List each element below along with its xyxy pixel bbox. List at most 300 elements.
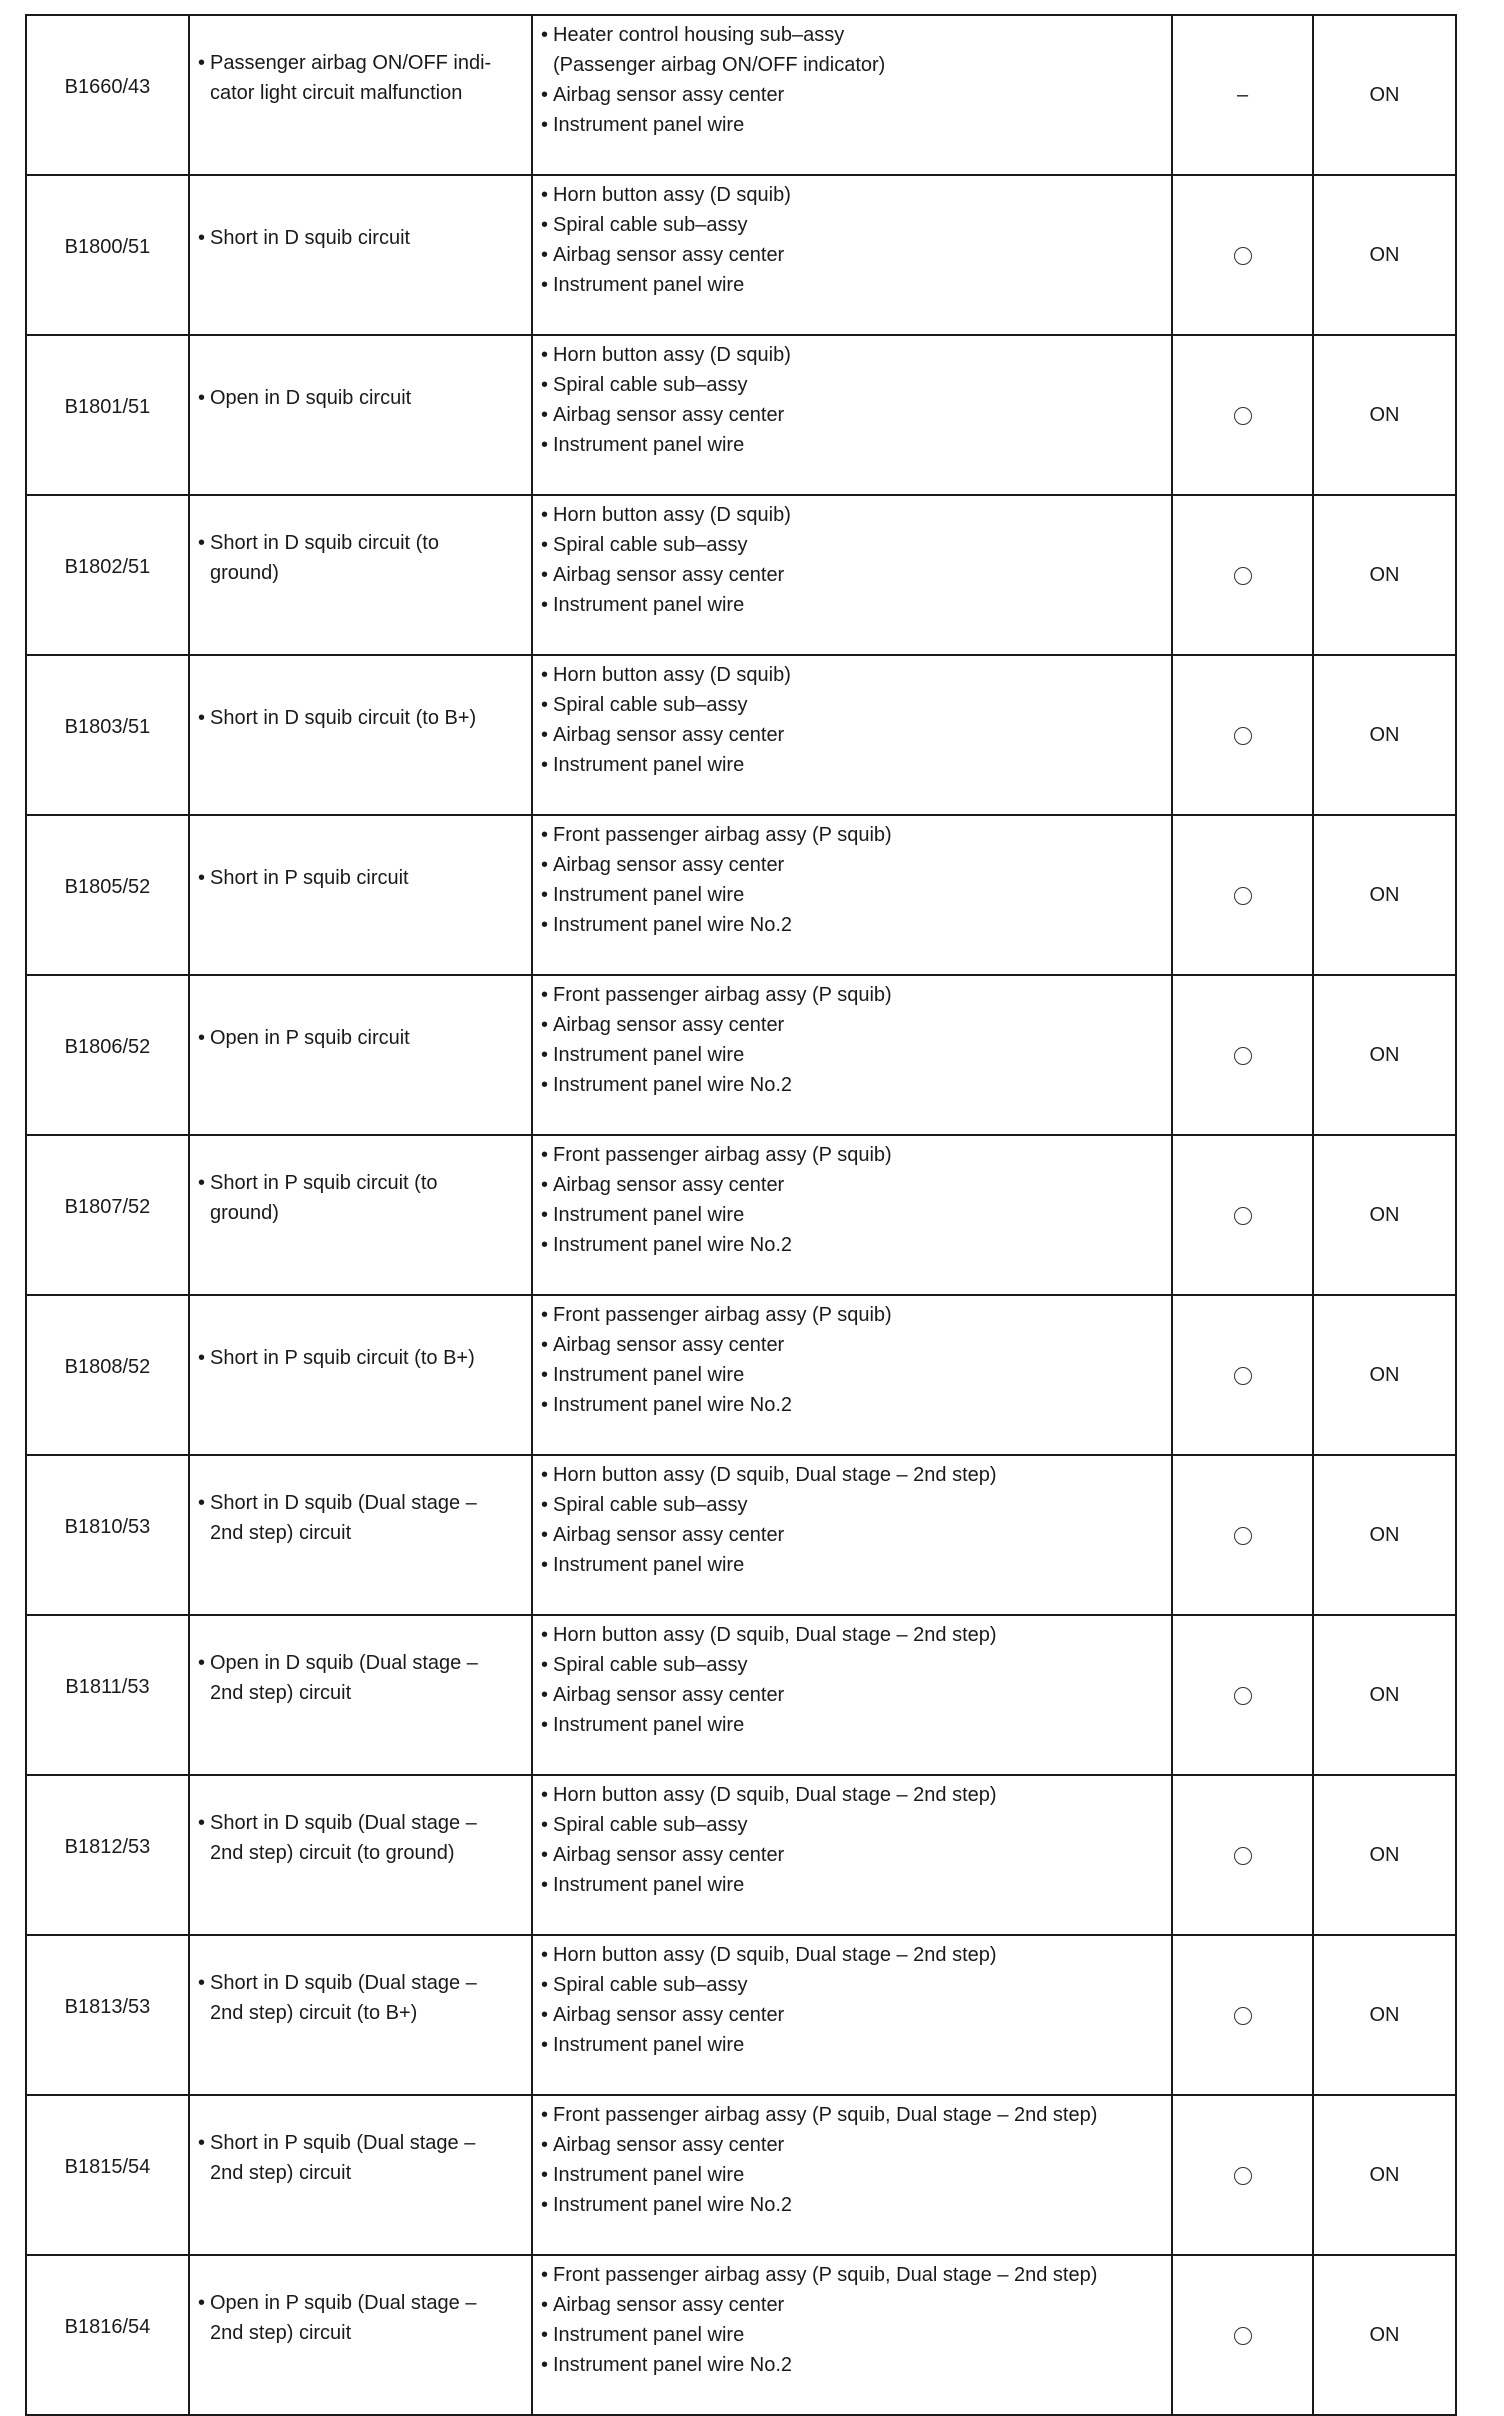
detection-item: [198, 2128, 475, 2188]
memory-cell: [1172, 655, 1313, 815]
bullet-icon: •: [541, 2134, 549, 2156]
dtc-table: [25, 14, 1457, 2416]
trouble-area-text: Spiral cable sub–assy: [553, 1974, 748, 1996]
memory-cell: [1172, 1295, 1313, 1455]
detection-text: Short in D squib circuit (to: [210, 532, 439, 554]
trouble-area-text: Front passenger airbag assy (P squib): [553, 1304, 892, 1326]
bullet-icon: •: [541, 1524, 549, 1546]
trouble-area-item: [541, 1810, 1165, 1840]
trouble-area-text: Airbag sensor assy center: [553, 1334, 785, 1356]
detection-text: ground): [210, 562, 279, 584]
detection-item-cell: [189, 1295, 532, 1455]
bullet-icon: •: [541, 244, 549, 266]
trouble-area-item: [541, 1780, 1165, 1810]
trouble-area-item: [541, 1940, 1165, 1970]
trouble-area-item: [541, 210, 1165, 240]
trouble-area-item: [541, 1010, 1165, 1040]
trouble-area-text: Horn button assy (D squib, Dual stage – 2nd step): [553, 1784, 997, 1806]
detection-text: 2nd step) circuit: [210, 2162, 352, 2184]
detection-text: 2nd step) circuit (to B+): [210, 2002, 418, 2024]
bullet-icon: •: [541, 2104, 549, 2126]
table-row: [26, 2255, 1456, 2415]
trouble-area-item: [541, 850, 1165, 880]
trouble-area-text: Horn button assy (D squib): [553, 184, 791, 206]
trouble-area-text: Airbag sensor assy center: [553, 404, 785, 426]
warning-light-cell: [1313, 655, 1456, 815]
trouble-area-text: Instrument panel wire No.2: [553, 1234, 793, 1256]
warning-light-cell: [1313, 1455, 1456, 1615]
trouble-area-item: [541, 1300, 1165, 1330]
trouble-area-item: [541, 1330, 1165, 1360]
detection-item-cell: [189, 15, 532, 175]
trouble-area-text: Horn button assy (D squib): [553, 504, 791, 526]
dtc-code-cell: [26, 1615, 189, 1775]
detection-item-cell: [189, 975, 532, 1135]
bullet-icon: •: [541, 504, 549, 526]
warning-light-cell: [1313, 15, 1456, 175]
circle-icon: [1234, 567, 1252, 585]
bullet-icon: •: [541, 884, 549, 906]
circle-icon: [1234, 727, 1252, 745]
trouble-area-text: Instrument panel wire: [553, 594, 745, 616]
bullet-icon: •: [541, 1814, 549, 1836]
warning-light-status: ON: [1369, 1844, 1400, 1866]
trouble-area-text: Airbag sensor assy center: [553, 1174, 785, 1196]
warning-light-cell: [1313, 1295, 1456, 1455]
table-row: [26, 1615, 1456, 1775]
trouble-area-cell: [532, 175, 1172, 335]
bullet-icon: •: [198, 1972, 206, 1994]
detection-text: 2nd step) circuit (to ground): [210, 1842, 455, 1864]
trouble-area-cell: [532, 815, 1172, 975]
trouble-area-item: [541, 1870, 1165, 1900]
trouble-area-item: [541, 2260, 1165, 2290]
bullet-icon: •: [198, 387, 206, 409]
trouble-area-text: Spiral cable sub–assy: [553, 694, 748, 716]
trouble-area-item: [541, 2190, 1165, 2220]
trouble-area-cell: [532, 15, 1172, 175]
circle-icon: [1234, 407, 1252, 425]
bullet-icon: •: [198, 1652, 206, 1674]
trouble-area-text: (Passenger airbag ON/OFF indicator): [553, 54, 886, 76]
bullet-icon: •: [541, 184, 549, 206]
bullet-icon: •: [541, 694, 549, 716]
bullet-icon: •: [198, 707, 206, 729]
bullet-icon: •: [541, 2004, 549, 2026]
detection-item: [198, 383, 411, 413]
bullet-icon: •: [198, 2132, 206, 2154]
trouble-area-cell: [532, 1935, 1172, 2095]
bullet-icon: •: [541, 824, 549, 846]
bullet-icon: •: [541, 2354, 549, 2376]
dtc-code-cell: [26, 15, 189, 175]
bullet-icon: •: [541, 914, 549, 936]
bullet-icon: •: [541, 1334, 549, 1356]
warning-light-status: ON: [1369, 724, 1400, 746]
dtc-code: B1801/51: [64, 396, 151, 418]
table-row: [26, 975, 1456, 1135]
trouble-area-item: [541, 180, 1165, 210]
dtc-code-cell: [26, 495, 189, 655]
detection-item: [198, 528, 439, 588]
trouble-area-text: Instrument panel wire: [553, 2164, 745, 2186]
trouble-area-item: [541, 1620, 1165, 1650]
warning-light-status: ON: [1369, 84, 1400, 106]
trouble-area-text: Airbag sensor assy center: [553, 724, 785, 746]
detection-text: Short in P squib circuit (to: [210, 1172, 438, 1194]
bullet-icon: •: [198, 1492, 206, 1514]
detection-item-cell: [189, 815, 532, 975]
bullet-icon: •: [541, 1394, 549, 1416]
trouble-area-text: Airbag sensor assy center: [553, 244, 785, 266]
trouble-area-item: [541, 1710, 1165, 1740]
bullet-icon: •: [541, 1044, 549, 1066]
trouble-area-text: Instrument panel wire: [553, 434, 745, 456]
trouble-area-text: Front passenger airbag assy (P squib): [553, 1144, 892, 1166]
bullet-icon: •: [541, 854, 549, 876]
trouble-area-item: [541, 2350, 1165, 2380]
trouble-area-text: Heater control housing sub–assy: [553, 24, 845, 46]
warning-light-cell: [1313, 175, 1456, 335]
trouble-area-text: Spiral cable sub–assy: [553, 1814, 748, 1836]
bullet-icon: •: [541, 2034, 549, 2056]
detection-text: 2nd step) circuit: [210, 1682, 352, 1704]
dtc-code: B1813/53: [64, 1996, 151, 2018]
trouble-area-item: [541, 2130, 1165, 2160]
trouble-area-text: Airbag sensor assy center: [553, 2004, 785, 2026]
bullet-icon: •: [541, 1844, 549, 1866]
trouble-area-text: Instrument panel wire No.2: [553, 2354, 793, 2376]
bullet-icon: •: [541, 434, 549, 456]
circle-icon: [1234, 1687, 1252, 1705]
detection-text: ground): [210, 1202, 279, 1224]
trouble-area-text: Airbag sensor assy center: [553, 854, 785, 876]
trouble-area-item: [541, 270, 1165, 300]
memory-cell: [1172, 2095, 1313, 2255]
circle-icon: [1234, 1527, 1252, 1545]
bullet-icon: •: [541, 1874, 549, 1896]
trouble-area-item: [541, 980, 1165, 1010]
bullet-icon: •: [198, 1172, 206, 1194]
trouble-area-cell: [532, 975, 1172, 1135]
bullet-icon: •: [541, 1494, 549, 1516]
warning-light-status: ON: [1369, 1044, 1400, 1066]
bullet-icon: •: [541, 754, 549, 776]
bullet-icon: •: [541, 1204, 549, 1226]
bullet-icon: •: [541, 1014, 549, 1036]
trouble-area-text: Instrument panel wire No.2: [553, 1394, 793, 1416]
trouble-area-item: [541, 2290, 1165, 2320]
detection-text: Short in P squib (Dual stage –: [210, 2132, 476, 2154]
bullet-icon: •: [541, 1304, 549, 1326]
trouble-area-item: [541, 240, 1165, 270]
bullet-icon: •: [541, 274, 549, 296]
memory-cell: [1172, 15, 1313, 175]
dtc-code: B1810/53: [64, 1516, 151, 1538]
trouble-area-text: Airbag sensor assy center: [553, 564, 785, 586]
table-row: [26, 815, 1456, 975]
trouble-area-item: [541, 720, 1165, 750]
bullet-icon: •: [541, 1234, 549, 1256]
warning-light-cell: [1313, 1775, 1456, 1935]
trouble-area-text: Instrument panel wire: [553, 1044, 745, 1066]
bullet-icon: •: [198, 2292, 206, 2314]
trouble-area-text: Instrument panel wire: [553, 754, 745, 776]
table-row: [26, 1455, 1456, 1615]
bullet-icon: •: [541, 1684, 549, 1706]
warning-light-cell: [1313, 1615, 1456, 1775]
bullet-icon: •: [541, 1464, 549, 1486]
detection-text: Short in D squib circuit (to B+): [210, 707, 477, 729]
bullet-icon: •: [541, 564, 549, 586]
table-row: [26, 495, 1456, 655]
detection-item: [198, 1808, 477, 1868]
trouble-area-text: Instrument panel wire: [553, 884, 745, 906]
bullet-icon: •: [198, 1812, 206, 1834]
trouble-area-item: [541, 1650, 1165, 1680]
detection-item: [198, 703, 476, 733]
warning-light-cell: [1313, 2095, 1456, 2255]
trouble-area-text: Horn button assy (D squib, Dual stage – 2nd step): [553, 1624, 997, 1646]
detection-text: cator light circuit malfunction: [210, 82, 463, 104]
dtc-table-body: [26, 15, 1456, 2415]
trouble-area-text: Instrument panel wire: [553, 274, 745, 296]
trouble-area-text: Front passenger airbag assy (P squib): [553, 984, 892, 1006]
trouble-area-item: [541, 2030, 1165, 2060]
detection-item: [198, 1488, 477, 1548]
trouble-area-text: Horn button assy (D squib): [553, 344, 791, 366]
detection-item: [198, 1968, 477, 2028]
trouble-area-item: [541, 2160, 1165, 2190]
detection-item-cell: [189, 1775, 532, 1935]
trouble-area-cell: [532, 1135, 1172, 1295]
dtc-code-cell: [26, 1295, 189, 1455]
warning-light-cell: [1313, 495, 1456, 655]
bullet-icon: •: [541, 2264, 549, 2286]
detection-item: [198, 1168, 438, 1228]
table-row: [26, 655, 1456, 815]
detection-text: Open in P squib (Dual stage –: [210, 2292, 477, 2314]
detection-text: Open in D squib (Dual stage –: [210, 1652, 478, 1674]
dtc-code: B1816/54: [64, 2316, 151, 2338]
trouble-area-item: [541, 910, 1165, 940]
bullet-icon: •: [541, 1974, 549, 1996]
trouble-area-text: Airbag sensor assy center: [553, 1684, 785, 1706]
trouble-area-cell: [532, 1615, 1172, 1775]
trouble-area-item: [541, 1550, 1165, 1580]
detection-item: [198, 2288, 476, 2348]
trouble-area-text: Spiral cable sub–assy: [553, 214, 748, 236]
trouble-area-text: Airbag sensor assy center: [553, 2294, 785, 2316]
bullet-icon: •: [541, 1944, 549, 1966]
trouble-area-item: [541, 370, 1165, 400]
trouble-area-item: [541, 2000, 1165, 2030]
trouble-area-text: Airbag sensor assy center: [553, 84, 785, 106]
trouble-area-text: Instrument panel wire No.2: [553, 1074, 793, 1096]
dtc-code: B1808/52: [64, 1356, 151, 1378]
bullet-icon: •: [541, 984, 549, 1006]
detection-text: Short in D squib circuit: [210, 227, 411, 249]
dtc-code-cell: [26, 815, 189, 975]
trouble-area-text: Horn button assy (D squib, Dual stage – 2nd step): [553, 1464, 997, 1486]
memory-cell: [1172, 1775, 1313, 1935]
detection-text: 2nd step) circuit: [210, 1522, 352, 1544]
trouble-area-item: [541, 1360, 1165, 1390]
warning-light-status: ON: [1369, 1364, 1400, 1386]
trouble-area-cell: [532, 1455, 1172, 1615]
bullet-icon: •: [541, 594, 549, 616]
dtc-code-cell: [26, 2095, 189, 2255]
detection-item-cell: [189, 1135, 532, 1295]
dtc-code-cell: [26, 175, 189, 335]
trouble-area-text: Spiral cable sub–assy: [553, 1654, 748, 1676]
detection-text: Short in P squib circuit (to B+): [210, 1347, 475, 1369]
trouble-area-text: Instrument panel wire: [553, 1204, 745, 1226]
trouble-area-item: [541, 1490, 1165, 1520]
dtc-code: B1800/51: [64, 236, 151, 258]
trouble-area-cell: [532, 1295, 1172, 1455]
bullet-icon: •: [541, 374, 549, 396]
bullet-icon: •: [541, 1144, 549, 1166]
trouble-area-cell: [532, 2095, 1172, 2255]
warning-light-status: ON: [1369, 2324, 1400, 2346]
detection-item: [198, 1343, 475, 1373]
dtc-code: B1807/52: [64, 1196, 151, 1218]
warning-light-cell: [1313, 815, 1456, 975]
trouble-area-item: [541, 820, 1165, 850]
bullet-icon: •: [198, 1347, 206, 1369]
detection-text: Passenger airbag ON/OFF indi-: [210, 52, 492, 74]
dtc-code: B1806/52: [64, 1036, 151, 1058]
bullet-icon: •: [541, 1624, 549, 1646]
trouble-area-item: [541, 110, 1165, 140]
table-row: [26, 1295, 1456, 1455]
trouble-area-item: [541, 80, 1165, 110]
memory-cell: [1172, 975, 1313, 1135]
circle-icon: [1234, 1207, 1252, 1225]
trouble-area-cell: [532, 1775, 1172, 1935]
circle-icon: [1234, 2007, 1252, 2025]
dtc-code: B1660/43: [64, 76, 151, 98]
dtc-code-cell: [26, 655, 189, 815]
bullet-icon: •: [541, 24, 549, 46]
detection-item: [198, 1023, 410, 1053]
trouble-area-text: Instrument panel wire: [553, 114, 745, 136]
circle-icon: [1234, 1847, 1252, 1865]
detection-item-cell: [189, 655, 532, 815]
detection-item-cell: [189, 335, 532, 495]
trouble-area-item: [541, 530, 1165, 560]
memory-cell: [1172, 495, 1313, 655]
bullet-icon: •: [541, 2164, 549, 2186]
bullet-icon: •: [541, 1714, 549, 1736]
bullet-icon: •: [198, 227, 206, 249]
trouble-area-text: Spiral cable sub–assy: [553, 534, 748, 556]
circle-icon: [1234, 2327, 1252, 2345]
memory-cell: [1172, 175, 1313, 335]
bullet-icon: •: [541, 1074, 549, 1096]
dtc-code-cell: [26, 1775, 189, 1935]
trouble-area-text: Airbag sensor assy center: [553, 1844, 785, 1866]
trouble-area-item: [541, 1970, 1165, 2000]
table-row: [26, 15, 1456, 175]
trouble-area-item: [541, 400, 1165, 430]
circle-icon: [1234, 1367, 1252, 1385]
dtc-code-cell: [26, 335, 189, 495]
trouble-area-cell: [532, 655, 1172, 815]
trouble-area-text: Front passenger airbag assy (P squib): [553, 824, 892, 846]
bullet-icon: •: [541, 214, 549, 236]
trouble-area-item: [541, 1680, 1165, 1710]
memory-cell: [1172, 1935, 1313, 2095]
warning-light-status: ON: [1369, 2004, 1400, 2026]
detection-item-cell: [189, 495, 532, 655]
trouble-area-item: [541, 2320, 1165, 2350]
memory-cell: [1172, 815, 1313, 975]
trouble-area-item: [541, 1390, 1165, 1420]
detection-text: Short in P squib circuit: [210, 867, 409, 889]
trouble-area-item: [541, 2100, 1165, 2130]
trouble-area-text: Front passenger airbag assy (P squib, Dual stage – 2nd step): [553, 2264, 1098, 2286]
detection-item: [198, 48, 491, 108]
dtc-code-cell: [26, 2255, 189, 2415]
memory-value: –: [1236, 84, 1249, 106]
circle-icon: [1234, 2167, 1252, 2185]
bullet-icon: •: [541, 344, 549, 366]
trouble-area-item: [541, 1200, 1165, 1230]
memory-cell: [1172, 1135, 1313, 1295]
trouble-area-text: Spiral cable sub–assy: [553, 1494, 748, 1516]
bullet-icon: •: [541, 114, 549, 136]
table-row: [26, 175, 1456, 335]
trouble-area-item: [541, 1170, 1165, 1200]
memory-cell: [1172, 1455, 1313, 1615]
memory-cell: [1172, 1615, 1313, 1775]
detection-item-cell: [189, 1935, 532, 2095]
warning-light-status: ON: [1369, 884, 1400, 906]
trouble-area-text: Instrument panel wire: [553, 2034, 745, 2056]
bullet-icon: •: [541, 1554, 549, 1576]
trouble-area-item: [541, 1070, 1165, 1100]
trouble-area-item: [541, 750, 1165, 780]
table-row: [26, 335, 1456, 495]
warning-light-cell: [1313, 1935, 1456, 2095]
warning-light-status: ON: [1369, 404, 1400, 426]
bullet-icon: •: [541, 724, 549, 746]
bullet-icon: •: [541, 84, 549, 106]
bullet-icon: •: [198, 532, 206, 554]
dtc-code: B1811/53: [65, 1676, 150, 1698]
detection-item: [198, 1648, 478, 1708]
table-row: [26, 1775, 1456, 1935]
trouble-area-item: [541, 500, 1165, 530]
bullet-icon: •: [541, 534, 549, 556]
table-row: [26, 2095, 1456, 2255]
trouble-area-item: [541, 430, 1165, 460]
trouble-area-item: [541, 20, 1165, 80]
warning-light-status: ON: [1369, 564, 1400, 586]
bullet-icon: •: [198, 52, 206, 74]
circle-icon: [1234, 1047, 1252, 1065]
trouble-area-text: Instrument panel wire No.2: [553, 914, 793, 936]
warning-light-status: ON: [1369, 244, 1400, 266]
memory-cell: [1172, 335, 1313, 495]
trouble-area-cell: [532, 335, 1172, 495]
trouble-area-item: [541, 560, 1165, 590]
trouble-area-text: Airbag sensor assy center: [553, 1524, 785, 1546]
detection-item-cell: [189, 1455, 532, 1615]
trouble-area-text: Instrument panel wire: [553, 1554, 745, 1576]
